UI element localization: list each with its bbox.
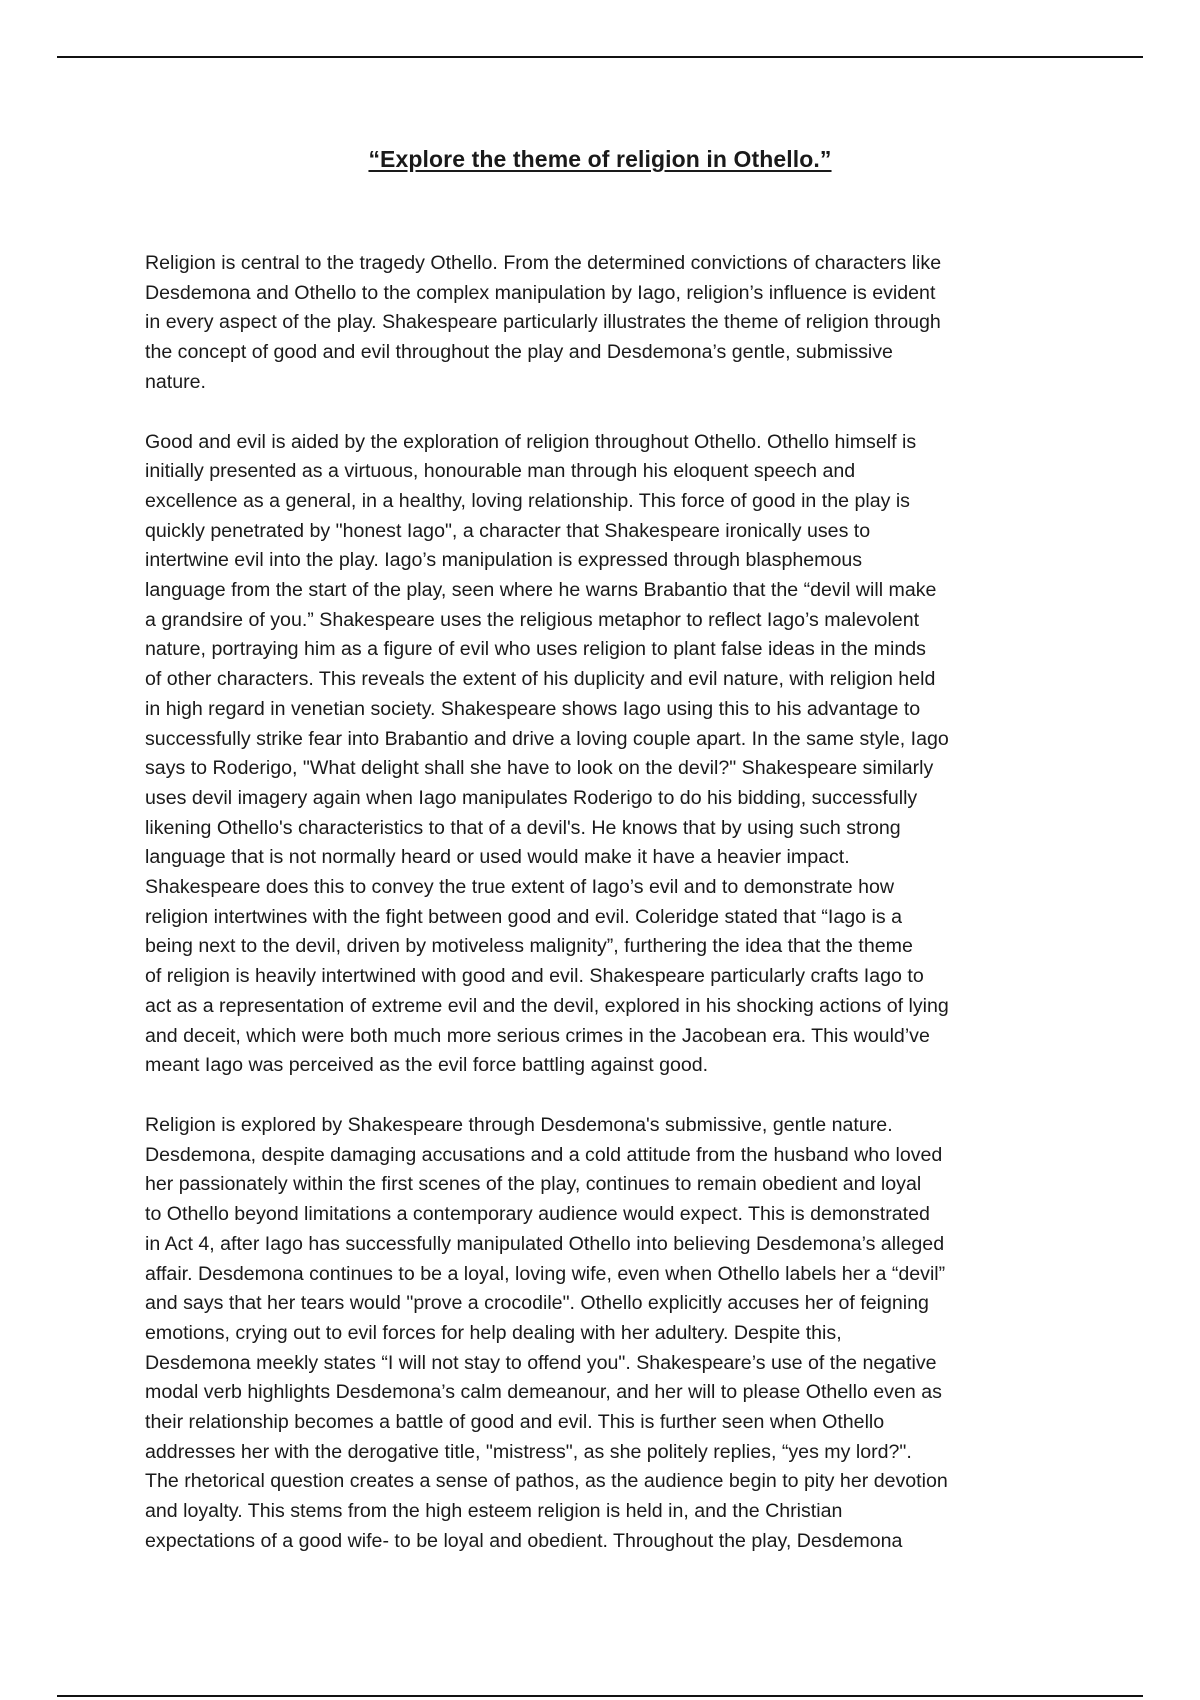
paragraph-line: Desdemona, despite damaging accusations and a cold attitude from the husband who loved — [145, 1143, 943, 1166]
paragraph-line: in every aspect of the play. Shakespeare particularly illustrates the theme of religion through — [145, 311, 941, 334]
essay-paragraph — [145, 1111, 1065, 1557]
footer-rule — [57, 1695, 1143, 1697]
paragraph-line: quickly penetrated by "honest Iago", a character that Shakespeare ironically uses to — [145, 519, 871, 542]
essay-paragraph — [145, 428, 1065, 1081]
paragraph-line: in Act 4, after Iago has successfully manipulated Othello into believing Desdemona’s alleged — [145, 1232, 945, 1255]
paragraph-line: in high regard in venetian society. Shakespeare shows Iago using this to his advantage to — [145, 697, 921, 720]
paragraph-line: and loyalty. This stems from the high esteem religion is held in, and the Christian — [145, 1500, 843, 1523]
paragraph-line: Religion is explored by Shakespeare through Desdemona's submissive, gentle nature. — [145, 1113, 893, 1136]
paragraph-line: says to Roderigo, "What delight shall she have to look on the devil?" Shakespeare similarly — [145, 757, 934, 780]
essay-paragraph — [145, 249, 1065, 398]
paragraph-line: Shakespeare does this to convey the true extent of Iago’s evil and to demonstrate how — [145, 876, 895, 899]
paragraph-line: excellence as a general, in a healthy, loving relationship. This force of good in the play is — [145, 489, 910, 512]
essay-body — [145, 249, 1065, 1587]
paragraph-line: their relationship becomes a battle of good and evil. This is further seen when Othello — [145, 1411, 885, 1434]
paragraph-line: Desdemona and Othello to the complex manipulation by Iago, religion’s influence is evident — [145, 281, 936, 304]
paragraph-line: meant Iago was perceived as the evil force battling against good. — [145, 1054, 709, 1077]
paragraph-line: Religion is central to the tragedy Othello. From the determined convictions of characters like — [145, 252, 942, 274]
paragraph-line: likening Othello's characteristics to that of a devil's. He knows that by using such strong — [145, 816, 901, 839]
paragraph-line: modal verb highlights Desdemona’s calm demeanour, and her will to please Othello even as — [145, 1381, 942, 1404]
paragraph-line: successfully strike fear into Brabantio and drive a loving couple apart. In the same style, Iago — [145, 727, 949, 750]
paragraph-line: initially presented as a virtuous, honourable man through his eloquent speech and — [145, 460, 856, 483]
paragraph-line: her passionately within the first scenes of the play, continues to remain obedient and loyal — [145, 1173, 922, 1196]
paragraph-line: nature, portraying him as a figure of evil who uses religion to plant false ideas in the minds — [145, 638, 926, 661]
paragraph-line: addresses her with the derogative title, "mistress", as she politely replies, “yes my lord?". — [145, 1440, 912, 1463]
paragraph-line: expectations of a good wife- to be loyal and obedient. Throughout the play, Desdemona — [145, 1529, 903, 1552]
page-title: “Explore the theme of religion in Othello.” — [368, 146, 832, 172]
paragraph-line: a grandsire of you.” Shakespeare uses the religious metaphor to reflect Iago’s malevolent — [145, 608, 920, 631]
paragraph-line: nature. — [145, 370, 207, 393]
paragraph-line: Desdemona meekly states “I will not stay to offend you". Shakespeare’s use of the negative — [145, 1351, 937, 1374]
paragraph-line: religion intertwines with the fight between good and evil. Coleridge stated that “Iago is a — [145, 905, 902, 928]
paragraph-line: and says that her tears would "prove a crocodile". Othello explicitly accuses her of feigning — [145, 1292, 929, 1315]
paragraph-line: language from the start of the play, seen where he warns Brabantio that the “devil will make — [145, 579, 937, 602]
paragraph-line: affair. Desdemona continues to be a loyal, loving wife, even when Othello labels her a “devil” — [145, 1262, 946, 1285]
paragraph-line: uses devil imagery again when Iago manipulates Roderigo to do his bidding, successfully — [145, 786, 918, 809]
paragraph-line: act as a representation of extreme evil and the devil, explored in his shocking actions of lying — [145, 994, 949, 1017]
paragraph-line: language that is not normally heard or used would make it have a heavier impact. — [145, 846, 850, 869]
paragraph-line: to Othello beyond limitations a contemporary audience would expect. This is demonstrated — [145, 1203, 930, 1226]
paragraph-line: Good and evil is aided by the exploration of religion throughout Othello. Othello himself is — [145, 430, 917, 453]
paragraph-line: The rhetorical question creates a sense of pathos, as the audience begin to pity her devotion — [145, 1470, 948, 1493]
paragraph-line: intertwine evil into the play. Iago’s manipulation is expressed through blasphemous — [145, 549, 863, 572]
paragraph-line: and deceit, which were both much more serious crimes in the Jacobean era. This would’ve — [145, 1024, 930, 1047]
header-rule — [57, 56, 1143, 58]
paragraph-line: being next to the devil, driven by motiveless malignity”, furthering the idea that the theme — [145, 935, 913, 958]
paragraph-line: emotions, crying out to evil forces for help dealing with her adultery. Despite this, — [145, 1321, 842, 1344]
paragraph-line: of other characters. This reveals the extent of his duplicity and evil nature, with religion held — [145, 668, 936, 691]
paragraph-line: the concept of good and evil throughout the play and Desdemona’s gentle, submissive — [145, 341, 893, 364]
paragraph-line: of religion is heavily intertwined with good and evil. Shakespeare particularly crafts Iago to — [145, 965, 924, 988]
